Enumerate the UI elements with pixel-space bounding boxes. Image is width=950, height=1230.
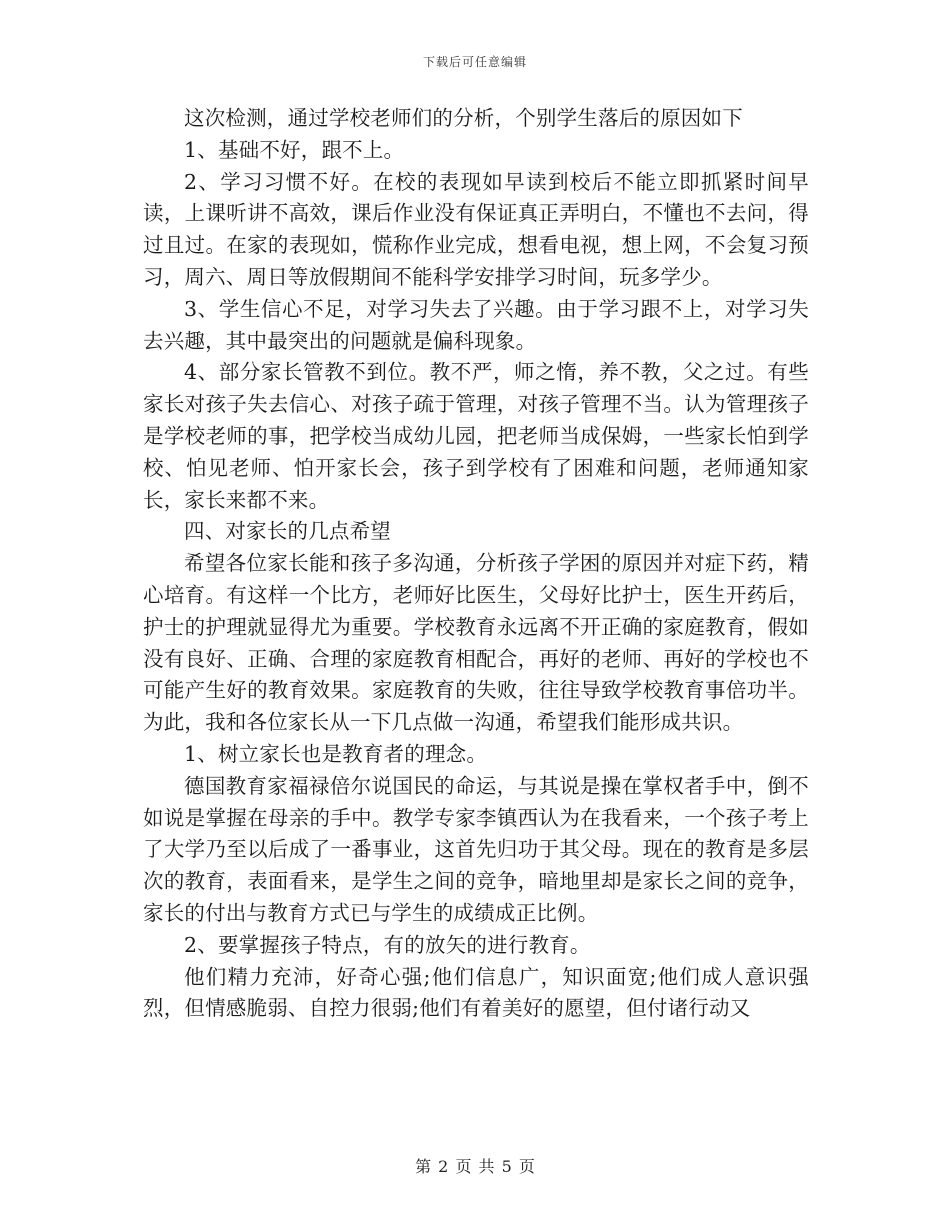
paragraph-reason-2: 2、学习习惯不好。在校的表现如早读到校后不能立即抓紧时间早读，上课听讲不高效，课后作业没有保证真正弄明白，不懂也不去问，得过且过。在家的表现如，慌称作业完成，想看电视，想上网，不会复习预习，周六、周日等放假期间不能科学安排学习时间，玩多学少。: [143, 169, 809, 289]
paragraph-reason-4: 4、部分家长管教不到位。教不严，师之惰，养不教，父之过。有些家长对孩子失去信心、对孩子疏于管理，对孩子管理不当。认为管理孩子是学校老师的事，把学校当成幼儿园，把老师当成保姆，一些家长怕到学校、怕见老师、怕开家长会，孩子到学校有了困难和问题，老师通知家长，家长来都不来。: [143, 360, 809, 512]
paragraph-point-1: 德国教育家福禄倍尔说国民的命运，与其说是操在掌权者手中，倒不如说是掌握在母亲的手中。教学专家李镇西认为在我看来，一个孩子考上了大学乃至以后成了一番事业，这首先归功于其父母。现在的教育是多层次的教育，表面看来，是学生之间的竞争，暗地里却是家长之间的竞争，家长的付出与教育方式已与学生的成绩成正比例。: [143, 773, 809, 925]
paragraph-reason-3: 3、学生信心不足，对学习失去了兴趣。由于学习跟不上，对学习失去兴趣，其中最突出的问题就是偏科现象。: [143, 296, 809, 353]
document-body: [143, 103, 809, 1025]
page-footer: 第 2 页 共 5 页: [415, 1157, 535, 1176]
paragraph-point-2: 他们精力充沛，好奇心强;他们信息广，知识面宽;他们成人意识强烈，但情感脆弱、自控力很弱;他们有着美好的愿望，但付诸行动又: [143, 964, 809, 1021]
page-header: 下载后可任意编辑: [422, 55, 527, 69]
section-heading-4: 四、对家长的几点希望: [184, 519, 391, 544]
paragraph-hope: 希望各位家长能和孩子多沟通，分析孩子学困的原因并对症下药，精心培育。有这样一个比方，老师好比医生，父母好比护士，医生开药后，护士的护理就显得尤为重要。学校教育永远离不开正确的家庭教育，假如没有良好、正确、合理的家庭教育相配合，再好的老师、再好的学校也不可能产生好的教育效果。家庭教育的失败，往往导致学校教育事倍功半。为此，我和各位家长从一下几点做一沟通，希望我们能形成共识。: [143, 551, 809, 735]
subheading-point-2: 2、要掌握孩子特点，有的放矢的进行教育。: [184, 932, 591, 957]
paragraph-intro: 这次检测，通过学校老师们的分析，个别学生落后的原因如下: [184, 106, 743, 130]
subheading-point-1: 1、树立家长也是教育者的理念。: [184, 741, 488, 766]
paragraph-reason-1: 1、基础不好，跟不上。: [184, 137, 405, 162]
